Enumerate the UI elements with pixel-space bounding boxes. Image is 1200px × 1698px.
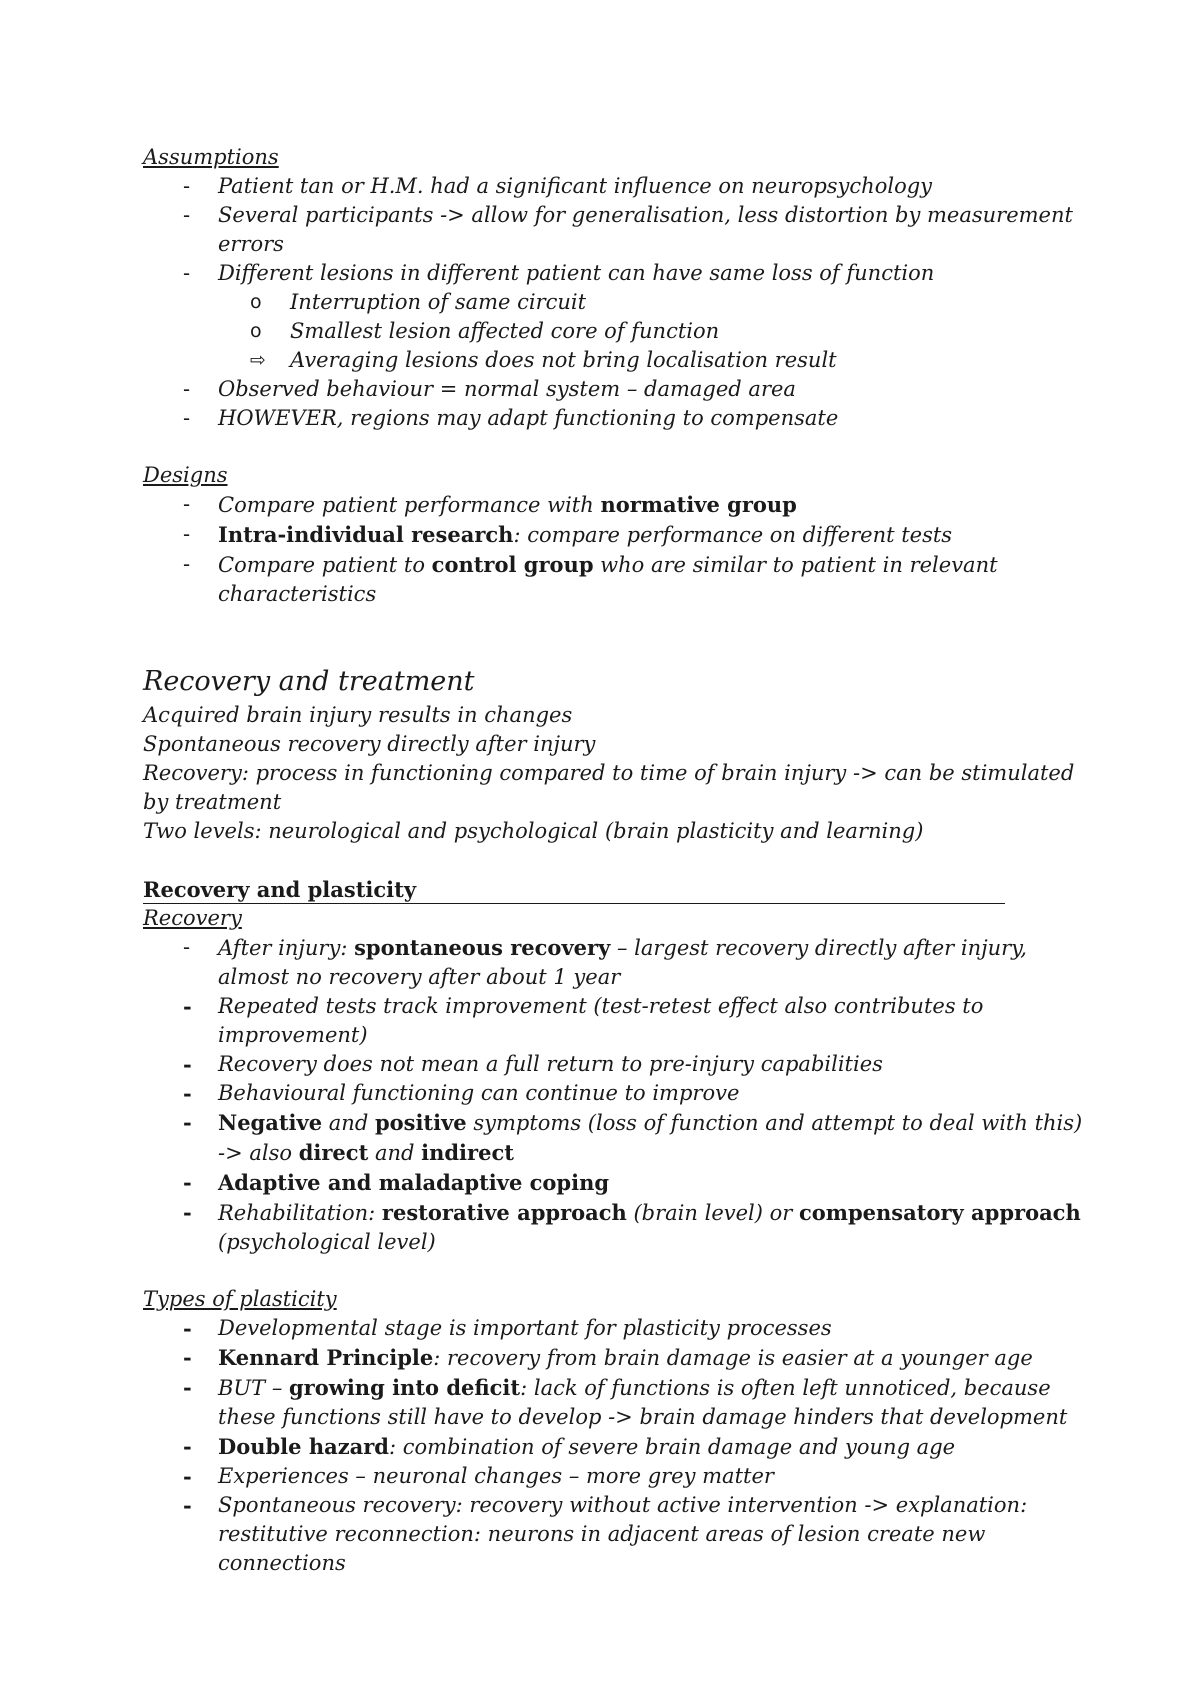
plasticity-types-list	[143, 1314, 1083, 1578]
arrow-right-icon: ⇨	[250, 349, 266, 371]
list-item: - Developmental stage is important for plasticity processes	[143, 1314, 1083, 1343]
list-item: - BUT – growing into deficit: lack of functions is often left unnoticed, because these functions still have to develop -> brain damage hinders that development	[143, 1373, 1083, 1432]
document-content	[143, 143, 1083, 1578]
assumptions-sublist	[143, 288, 1083, 375]
recovery-heading: Recovery	[143, 906, 242, 930]
designs-list	[143, 490, 1083, 609]
list-item: - Compare patient to control group who are similar to patient in relevant characteristics	[143, 550, 1083, 609]
list-item: - Repeated tests track improvement (test-retest effect also contributes to improvement)	[143, 992, 1083, 1050]
paragraph-line: Two levels: neurological and psychological (brain plasticity and learning)	[143, 819, 924, 843]
paragraph-line: Acquired brain injury results in changes	[143, 703, 573, 727]
sub-list-item: o Smallest lesion affected core of function	[143, 317, 1083, 346]
list-item: - Adaptive and maladaptive coping	[143, 1168, 1083, 1198]
assumptions-heading: Assumptions	[143, 145, 279, 169]
list-item: - Experiences – neuronal changes – more grey matter	[143, 1462, 1083, 1491]
list-item: - Kennard Principle: recovery from brain damage is easier at a younger age	[143, 1343, 1083, 1373]
list-item: - Negative and positive symptoms (loss of function and attempt to deal with this) -> also direct and indirect	[143, 1108, 1083, 1168]
list-item: - Intra-individual research: compare performance on different tests	[143, 520, 1083, 550]
plasticity-types-heading: Types of plasticity	[143, 1287, 337, 1311]
list-item: - Several participants -> allow for generalisation, less distortion by measurement errors	[143, 201, 1083, 259]
sub-list-item: ⇨ Averaging lesions does not bring localisation result	[143, 346, 1083, 375]
list-item: - Rehabilitation: restorative approach (brain level) or compensatory approach (psychological level)	[143, 1198, 1083, 1257]
assumptions-list-continued	[143, 375, 1083, 433]
recovery-treatment-title: Recovery and treatment	[143, 666, 475, 697]
assumptions-list	[143, 172, 1083, 288]
list-item: - Observed behaviour = normal system – damaged area	[143, 375, 1083, 404]
sub-list-item: o Interruption of same circuit	[143, 288, 1083, 317]
list-item: - HOWEVER, regions may adapt functioning to compensate	[143, 404, 1083, 433]
list-item: - Behavioural functioning can continue to improve	[143, 1079, 1083, 1108]
list-item: - Compare patient performance with normative group	[143, 490, 1083, 520]
paragraph-line: Spontaneous recovery directly after injury	[143, 732, 596, 756]
list-item: - Different lesions in different patient can have same loss of function	[143, 259, 1083, 288]
circle-bullet-icon: o	[250, 291, 262, 313]
list-item: - Double hazard: combination of severe brain damage and young age	[143, 1432, 1083, 1462]
recovery-plasticity-title: Recovery and plasticity	[143, 877, 1005, 904]
paragraph-line: Recovery: process in functioning compared to time of brain injury -> can be stimulated by treatment	[143, 761, 1075, 814]
recovery-list	[143, 933, 1083, 992]
list-item: - After injury: spontaneous recovery – largest recovery directly after injury, almost no recovery after about 1 year	[143, 933, 1083, 992]
recovery-list-bold	[143, 992, 1083, 1257]
list-item: - Patient tan or H.M. had a significant influence on neuropsychology	[143, 172, 1083, 201]
designs-heading: Designs	[143, 463, 228, 487]
list-item: - Spontaneous recovery: recovery without active intervention -> explanation: restitutive reconnection: neurons in adjacent areas of lesion create new connections	[143, 1491, 1083, 1578]
list-item: - Recovery does not mean a full return to pre-injury capabilities	[143, 1050, 1083, 1079]
circle-bullet-icon: o	[250, 320, 262, 342]
